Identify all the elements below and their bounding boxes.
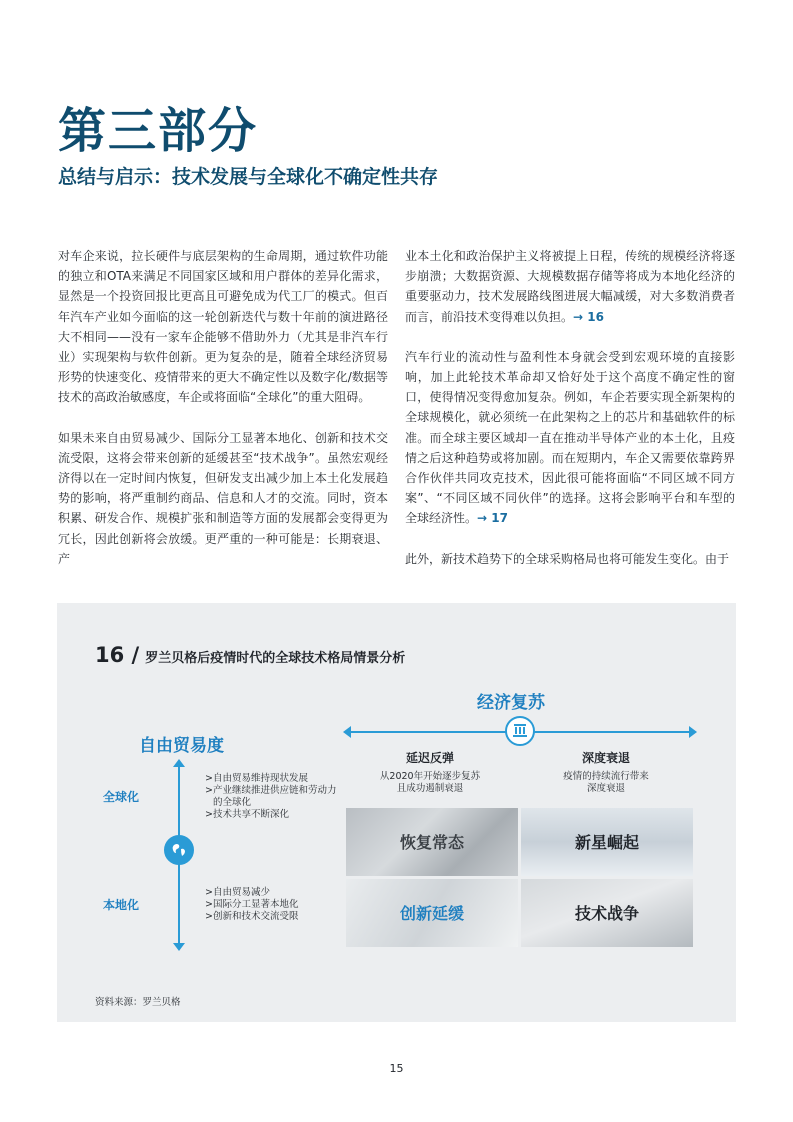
bullet-item: > 国际分工显著本地化 — [205, 899, 340, 911]
bullet-item: > 自由贸易维持现状发展 — [205, 773, 340, 785]
bullet-item: > 产业继续推进供应链和劳动力的全球化 — [205, 785, 340, 809]
localization-label: 本地化 — [103, 898, 140, 912]
figure-number: 16 / — [95, 643, 140, 667]
bullet-item: > 自由贸易减少 — [205, 887, 340, 899]
trade-axis-title: 自由贸易度 — [139, 736, 224, 756]
tile-label: 新星崛起 — [574, 833, 639, 852]
scenario-tile-rising-star — [521, 808, 693, 876]
scenario-tile-tech-war — [521, 879, 693, 947]
section-subtitle: 总结与启示：技术发展与全球化不确定性共存 — [58, 166, 439, 188]
figure-title — [95, 643, 405, 667]
figure-caption: 罗兰贝格后疫情时代的全球技术格局情景分析 — [145, 651, 406, 666]
bullet-item: > 技术共享不断深化 — [205, 809, 340, 821]
body-paragraph — [405, 246, 735, 327]
paragraph-text: 业本土化和政治保护主义将被提上日程，传统的规模经济将逐步崩溃；大数据资源、大规模数据存储等将成为本地化经济的重要驱动力，技术发展路线图进展大幅减缓，对大多数消费者而言，前沿技术变得难以负担。 — [405, 249, 735, 324]
scenario-desc: 疫情的持续流行带来 深度衰退 — [563, 771, 649, 794]
scenario-tile-recovery — [346, 808, 518, 876]
scenario-deep-recession — [531, 749, 681, 795]
globe-icon — [164, 835, 194, 865]
body-right-column — [405, 246, 735, 589]
figure-ref-link[interactable]: → 17 — [477, 511, 508, 526]
tile-label: 恢复常态 — [399, 833, 464, 852]
economy-axis-title: 经济复苏 — [477, 693, 545, 713]
figure-source: 资料来源：罗兰贝格 — [95, 997, 181, 1008]
body-paragraph: 如果未来自由贸易减少、国际分工显著本地化、创新和技术交流受限，这将会带来创新的延缓甚至“技术战争”。虽然宏观经济得以在一定时间内恢复，但研发支出减少加上本土化发展趋势的影响，将严重制约商品、信息和人才的交流。同时，资本积累、研发合作、规模扩张和制造等方面的发展都会变得更为冗长，因此创新将会放缓。更严重的一种可能是：长期衰退、产 — [58, 430, 388, 566]
money-icon — [505, 716, 535, 746]
scenario-name: 延迟反弹 — [405, 751, 454, 765]
part-title: 第三部分 — [58, 103, 259, 159]
scenario-delayed-rebound — [355, 749, 505, 795]
paragraph-text: 汽车行业的流动性与盈利性本身就会受到宏观环境的直接影响，加上此轮技术革命却又恰好处于这个高度不确定性的窗口，使得情况变得愈加复杂。例如，车企若要实现全新架构的全球规模化，就必须统一在此架构之上的芯片和基础软件的标准。而全球主要区域却一直在推动半导体产业的本土化，且疫情之后这种趋势或将加剧。而在短期内，车企又需要依靠跨界合作伙伴共同攻克技术，因此很可能将面临“不同区域不同方案”、“不同区域不同伙伴”的选择。这将会影响平台和车型的全球经济性。 — [405, 349, 735, 526]
body-left-column — [58, 246, 388, 589]
bullet-item: > 创新和技术交流受限 — [205, 911, 340, 923]
tile-label: 创新延缓 — [399, 904, 464, 923]
page-number: 15 — [389, 1062, 404, 1075]
tile-label: 技术战争 — [574, 904, 639, 923]
scenario-figure — [57, 603, 736, 1022]
figure-ref-link[interactable]: → 16 — [573, 309, 604, 324]
body-paragraph: 对车企来说，拉长硬件与底层架构的生命周期，通过软件功能的独立和OTA来满足不同国家区域和用户群体的差异化需求，显然是一个投资回报比更高且可避免成为代工厂的模式。但百年汽车产业如今面临的这一轮创新迭代与数十年前的演进路径大不相同——没有一家车企能够不借助外力（尤其是非汽车行业）实现架构与软件创新。更为复杂的是，随着全球经济贸易形势的快速变化、疫情带来的更大不确定性以及数字化/数据等技术的高政治敏感度，车企或将面临“全球化”的重大阻碍。 — [58, 249, 388, 405]
body-paragraph: 此外，新技术趋势下的全球采购格局也将可能发生变化。由于 — [405, 551, 730, 566]
globalization-label: 全球化 — [103, 790, 140, 804]
localization-bullets — [205, 887, 340, 923]
scenario-name: 深度衰退 — [581, 751, 630, 765]
scenario-tile-innovation-delay — [346, 879, 518, 947]
globalization-bullets — [205, 773, 340, 821]
scenario-desc: 从2020年开始逐步复苏 且成功遏制衰退 — [379, 771, 481, 794]
body-paragraph — [405, 347, 735, 529]
